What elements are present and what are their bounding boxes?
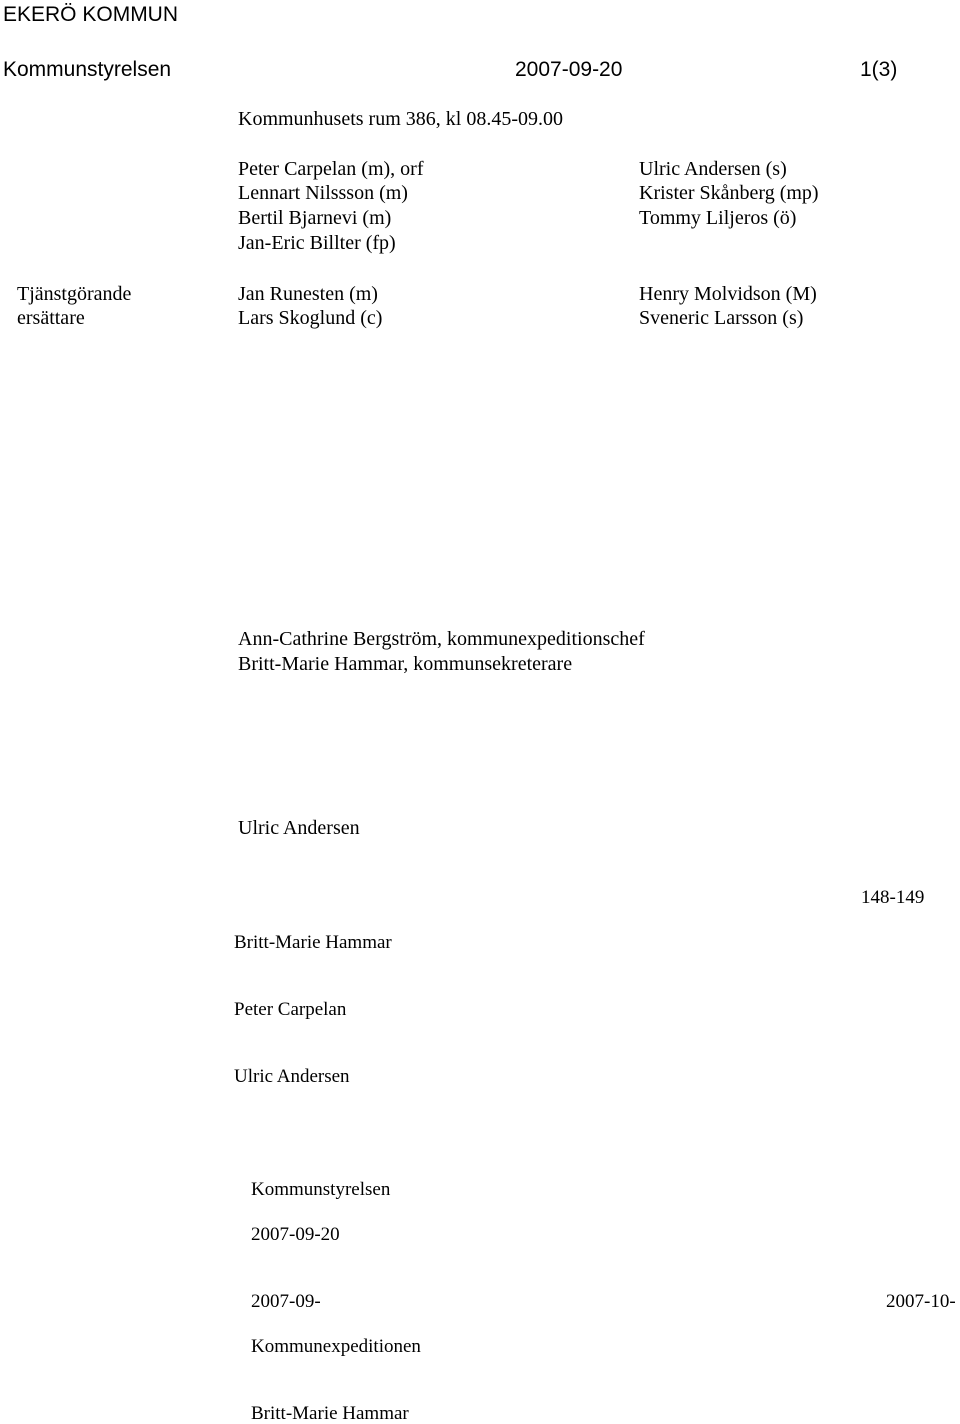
certificate-removed-date: 2007-10- — [886, 1291, 956, 1312]
signature-adjuster: Ulric Andersen — [234, 1066, 350, 1087]
certificate-meeting-date: 2007-09-20 — [251, 1224, 340, 1245]
paragraph-numbers: 148-149 — [861, 887, 925, 908]
page-number: 1(3) — [860, 58, 898, 81]
signature-secretary: Britt-Marie Hammar — [234, 932, 392, 953]
member-right: Ulric Andersen (s) — [639, 158, 787, 180]
member-right: Krister Skånberg (mp) — [639, 182, 819, 204]
certificate-body: Kommunstyrelsen — [251, 1179, 391, 1200]
certificate-signature: Britt-Marie Hammar — [251, 1403, 409, 1424]
certificate-storage: Kommunexpeditionen — [251, 1336, 421, 1357]
municipality-title: EKERÖ KOMMUN — [3, 3, 179, 26]
official: Ann-Cathrine Bergström, kommunexpeditionschef — [238, 628, 645, 650]
substitute-left: Lars Skoglund (c) — [238, 307, 383, 329]
certificate-posted-date: 2007-09- — [251, 1291, 321, 1312]
member-left: Bertil Bjarnevi (m) — [238, 207, 392, 229]
substitute-right: Henry Molvidson (M) — [639, 283, 817, 305]
member-left: Peter Carpelan (m), orf — [238, 158, 424, 180]
official: Britt-Marie Hammar, kommunsekreterare — [238, 653, 573, 675]
member-left: Jan-Eric Billter (fp) — [238, 232, 396, 254]
adjuster-name: Ulric Andersen — [238, 817, 360, 839]
member-right: Tommy Liljeros (ö) — [639, 207, 797, 229]
meeting-location-time: Kommunhusets rum 386, kl 08.45-09.00 — [238, 108, 563, 130]
board-name: Kommunstyrelsen — [3, 58, 172, 81]
header-date: 2007-09-20 — [515, 58, 623, 81]
substitutes-label-line2: ersättare — [17, 307, 85, 329]
signature-chairman: Peter Carpelan — [234, 999, 347, 1020]
member-left: Lennart Nilssson (m) — [238, 182, 408, 204]
substitute-left: Jan Runesten (m) — [238, 283, 378, 305]
substitute-right: Sveneric Larsson (s) — [639, 307, 804, 329]
substitutes-label-line1: Tjänstgörande — [17, 283, 132, 305]
